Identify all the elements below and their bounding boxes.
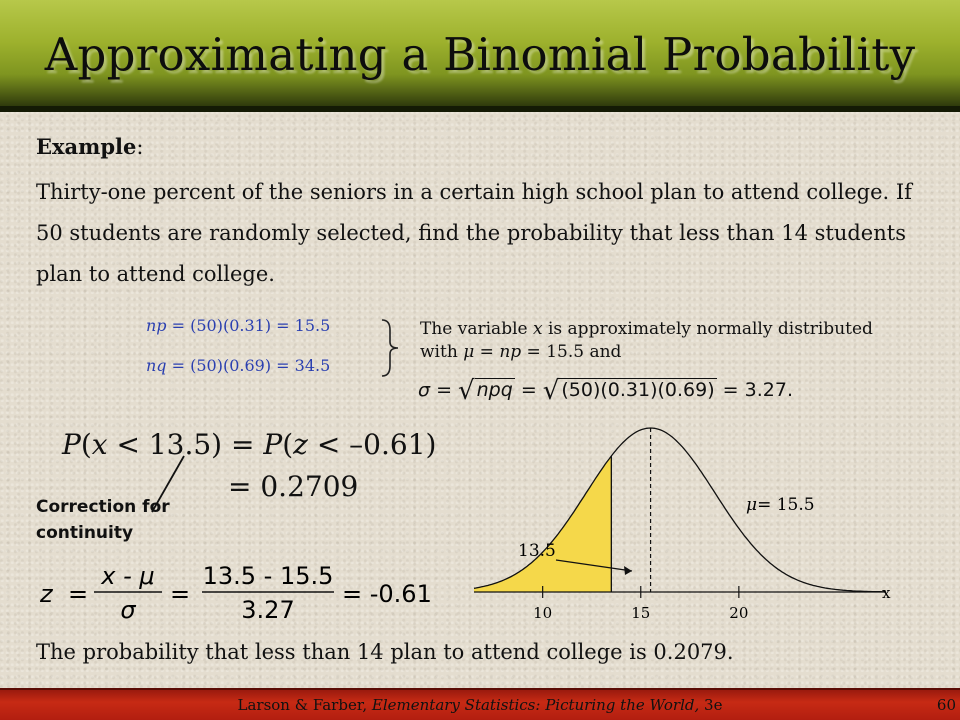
axis-label-x: x <box>882 584 891 602</box>
radicand-2: (50)(0.31)(0.69) <box>561 379 715 401</box>
prob-paren-2: ( <box>282 428 294 461</box>
z-result: = -0.61 <box>342 580 432 608</box>
z-denominator-2: 3.27 <box>241 596 295 624</box>
correction-label: Correction for continuity <box>36 497 170 543</box>
nq-expression: = (50)(0.69) = 34.5 <box>166 356 331 375</box>
normal-curve-chart <box>470 420 910 620</box>
prob-P-1: P <box>62 428 81 461</box>
prob-lt-1: < 13.5) = <box>107 428 264 461</box>
tick-label-20: 20 <box>729 604 749 620</box>
mean-label <box>746 495 815 515</box>
z-symbol: z <box>40 580 53 608</box>
footer-book-title: Elementary Statistics: Picturing the World, <box>371 696 700 714</box>
z-numerator-1: x - μ <box>101 562 155 590</box>
mean-mu: μ <box>746 495 758 515</box>
cutoff-arrowhead <box>624 566 632 575</box>
problem-text: Thirty-one percent of the seniors in a certain high school plan to attend college. If 50 students are randomly selected, find the probability that less than 14 students plan to attend college. <box>36 180 912 286</box>
example-label <box>36 134 143 159</box>
prob-paren-1: ( <box>80 428 92 461</box>
np-calculation <box>146 316 330 335</box>
prob-lt-2: < –0.61) <box>307 428 437 461</box>
note-mu: μ <box>463 342 475 362</box>
slide-number: 60 <box>936 696 956 714</box>
tick-label-15: 15 <box>631 604 651 620</box>
note-eq: = <box>474 342 500 362</box>
np-expression: = (50)(0.31) = 15.5 <box>166 316 331 335</box>
footer-bar <box>0 688 960 720</box>
title-bar <box>0 0 960 112</box>
sigma-result: = 3.27. <box>716 379 793 401</box>
sigma-eq-1: = <box>430 379 459 401</box>
z-score-formula <box>36 560 456 632</box>
tick-label-10: 10 <box>533 604 553 620</box>
example-colon: : <box>136 135 144 159</box>
note-np: np <box>499 342 522 362</box>
footer-citation <box>0 696 960 714</box>
z-denominator-1: σ <box>120 596 136 624</box>
sigma-eq-2: = <box>514 379 543 401</box>
sigma-symbol: σ <box>418 379 431 401</box>
note-text-3: = 15.5 and <box>521 342 622 362</box>
np-variable: np <box>146 316 167 335</box>
sigma-formula <box>418 376 793 406</box>
note-text-1: The variable <box>420 319 533 339</box>
conclusion-text: The probability that less than 14 plan to attend college is 0.2079. <box>36 640 734 664</box>
note-x: x <box>532 319 543 339</box>
prob-P-2: P <box>263 428 283 461</box>
right-brace <box>378 316 402 380</box>
prob-x: x <box>91 428 108 461</box>
prob-z: z <box>293 428 308 461</box>
z-eq-2: = <box>170 580 191 608</box>
sqrt-sign-2: √ <box>542 376 560 406</box>
normal-distribution-note <box>420 318 900 364</box>
nq-variable: nq <box>146 356 167 375</box>
shaded-area <box>474 456 611 592</box>
probability-result: = 0.2709 <box>228 470 359 503</box>
sqrt-sign-1: √ <box>458 376 475 406</box>
cutoff-label: 13.5 <box>518 541 556 561</box>
note-text-2: is approximately normally distributed with <box>420 319 873 362</box>
footer-edition: 3e <box>699 696 723 714</box>
z-eq-1: = <box>68 580 89 608</box>
correction-arrow <box>150 452 450 532</box>
z-numerator-2: 13.5 - 15.5 <box>202 562 334 590</box>
nq-calculation <box>146 356 330 375</box>
footer-authors: Larson & Farber, <box>237 696 372 714</box>
mean-value: = 15.5 <box>757 495 815 515</box>
slide-title: Approximating a Binomial Probability <box>44 28 916 81</box>
example-heading: Example <box>36 134 137 159</box>
radicand-1: npq <box>476 379 513 401</box>
